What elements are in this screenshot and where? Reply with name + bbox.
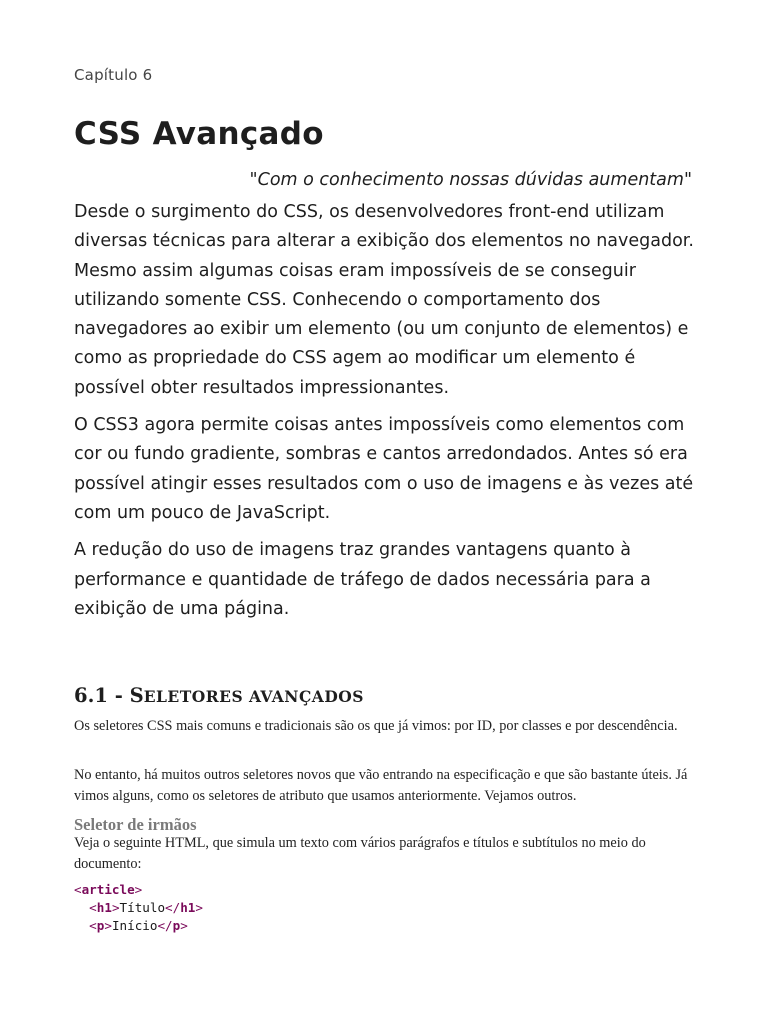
intro-paragraph: Desde o surgimento do CSS, os desenvolvedores front-end utilizam diversas técnicas para alterar a exibição dos elementos no navegador. Mesmo assim algumas coisas eram impossíveis de se conseguir utilizando somente CSS. Conhecendo o comportamento dos navegadores ao exibir um elemento (ou um conjunto de elementos) e como as propriedade do CSS agem ao modificar um elemento é possível obter resultados impressionantes.: [74, 202, 694, 398]
chapter-epigraph: "Com o conhecimento nossas dúvidas aumentam": [249, 170, 692, 190]
intro-paragraph: A redução do uso de imagens traz grandes vantagens quanto à performance e quantidade de tráfego de dados necessária para a exibição de uma página.: [74, 540, 651, 619]
code-tag-h1-close: h1: [180, 899, 196, 915]
subsection-paragraph: Veja o seguinte HTML, que simula um texto com vários parágrafos e títulos e subtítulos no meio do documento:: [74, 835, 646, 872]
code-tag-h1: h1: [96, 899, 112, 915]
section-paragraph: No entanto, há muitos outros seletores novos que vão entrando na especificação e que são bastante úteis. Já vimos alguns, como os seletores de atributo que usamos anteriormente. Vejamos outros.: [74, 767, 688, 804]
code-block: <article> <h1>Título</h1> <p>Início</p>: [74, 882, 203, 933]
section-number: 6.1 - S: [74, 684, 144, 707]
code-p-text: Início: [111, 917, 158, 933]
intro-paragraph: O CSS3 agora permite coisas antes impossíveis como elementos com cor ou fundo gradiente, sombras e cantos arredondados. Antes só era possível atingir esses resultados com o uso de imagens e às vezes até com um pouco de JavaScript.: [74, 415, 694, 523]
chapter-label: Capítulo 6: [74, 66, 153, 84]
intro-text: [74, 198, 699, 632]
section-paragraph: Os seletores CSS mais comuns e tradicionais são os que já vimos: por ID, por classes e por descendência.: [74, 718, 678, 734]
subsection-heading: Seletor de irmãos: [74, 815, 197, 834]
code-tag-p-close: p: [172, 917, 181, 933]
epigraph-text: Com o conhecimento nossas dúvidas aumentam: [257, 170, 684, 190]
section-title: ELETORES AVANÇADOS: [143, 687, 364, 706]
code-tag-p: p: [96, 917, 105, 933]
section-heading: [74, 684, 364, 707]
code-tag-article: article: [81, 882, 135, 897]
chapter-title: CSS Avançado: [74, 116, 324, 152]
code-h1-text: Título: [119, 899, 166, 915]
